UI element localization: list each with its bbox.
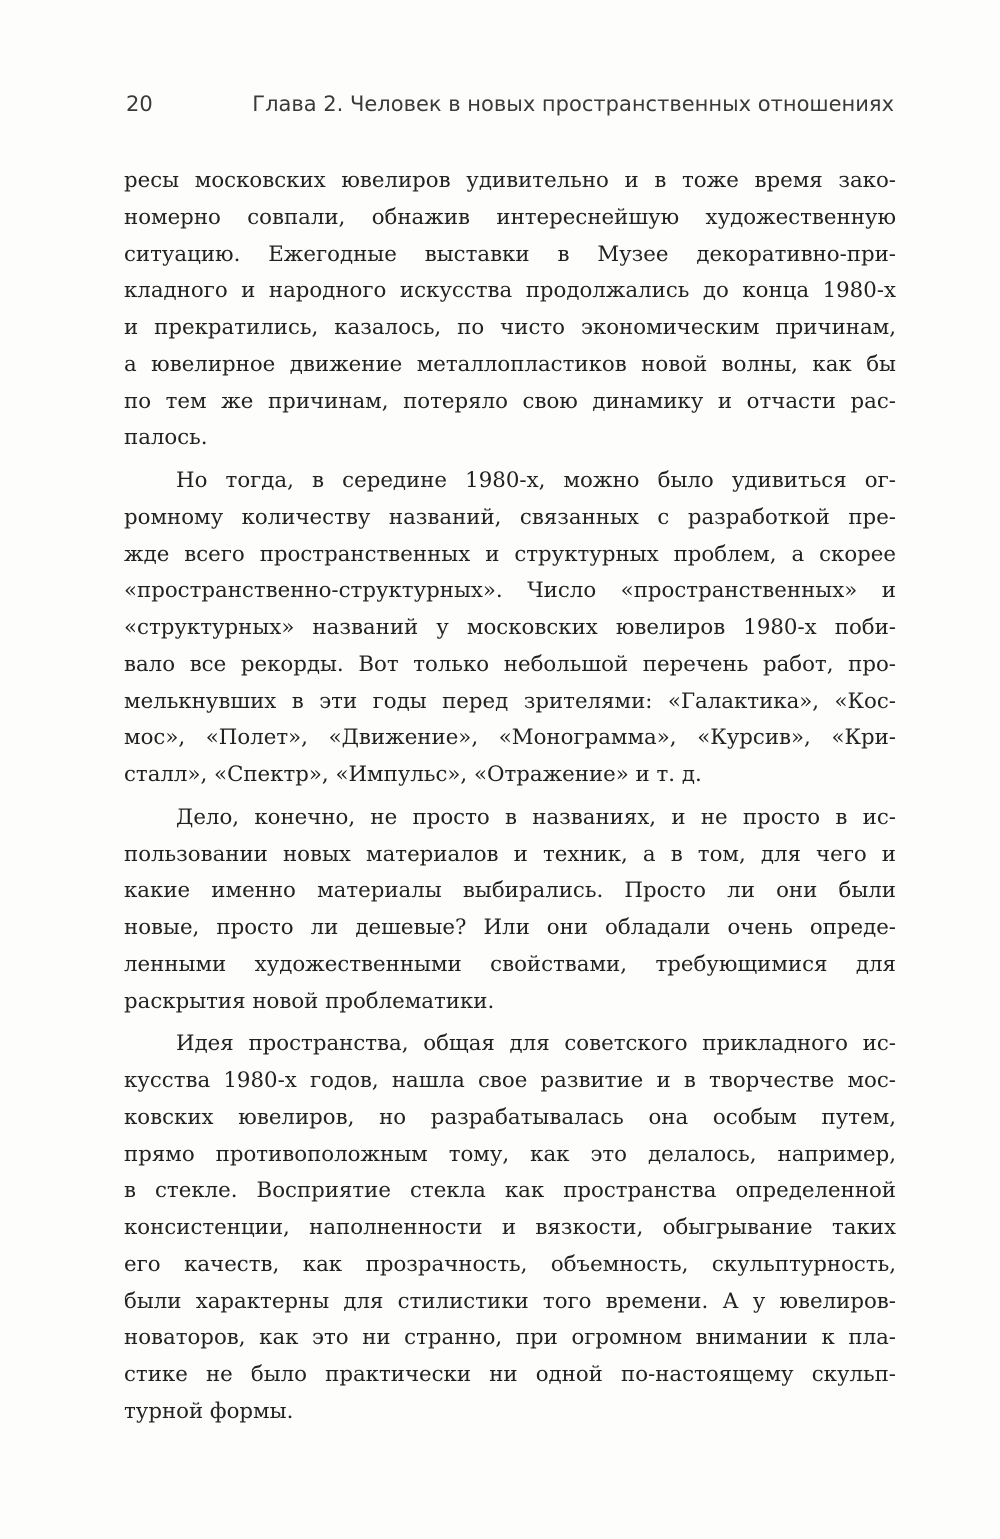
text-line: ситуацию. Ежегодные выставки в Музее декоративно-при-	[124, 241, 896, 267]
text-line: были характерны для стилистики того времени. А у ювелиров-	[124, 1288, 896, 1314]
text-line: новые, просто ли дешевые? Или они обладали очень опреде-	[124, 915, 896, 940]
text-line: ромному количеству названий, связанных с разработкой пре-	[124, 504, 896, 530]
text-line: номерно совпали, обнажив интереснейшую художественную	[124, 204, 896, 230]
text-line: раскрытия новой проблематики.	[124, 988, 495, 1014]
text-line: «структурных» названий у московских ювелиров 1980-х поби-	[124, 615, 896, 640]
text-line: Идея пространства, общая для советского прикладного ис-	[176, 1031, 896, 1057]
text-line: прямо противоположным тому, как это делалось, например,	[124, 1141, 896, 1167]
text-line: консистенции, наполненности и вязкости, обыгрывание таких	[124, 1215, 896, 1240]
text-line: вало все рекорды. Вот только небольшой перечень работ, про-	[124, 651, 896, 677]
paragraph-2	[124, 463, 896, 794]
body-text	[124, 163, 896, 1431]
text-line: мелькнувших в эти годы перед зрителями: «Галактика», «Кос-	[124, 688, 896, 714]
text-line: пользовании новых материалов и техник, а в том, для чего и	[124, 841, 896, 867]
text-line: и прекратились, казалось, по чисто экономическим причинам,	[124, 315, 896, 340]
text-line: Дело, конечно, не просто в названиях, и не просто в ис-	[176, 804, 896, 830]
text-line: сталл», «Спектр», «Импульс», «Отражение» и т. д.	[124, 762, 702, 787]
text-line: по тем же причинам, потеряло свою динамику и отчасти рас-	[124, 388, 896, 414]
page-header	[124, 92, 894, 126]
text-line: ковских ювелиров, но разрабатывалась она особым путем,	[124, 1104, 896, 1130]
text-line: палось.	[124, 425, 208, 451]
text-line: какие именно материалы выбирались. Просто ли они были	[124, 878, 896, 904]
paragraph-3	[124, 800, 896, 1021]
text-line: новаторов, как это ни странно, при огромном внимании к пла-	[124, 1325, 896, 1351]
text-line: «пространственно-структурных». Число «пространственных» и	[124, 578, 896, 604]
running-title: Глава 2. Человек в новых пространственных отношениях	[252, 92, 894, 116]
text-line: ленными художественными свойствами, требующимися для	[124, 951, 896, 977]
text-line: мос», «Полет», «Движение», «Монограмма», «Курсив», «Кри-	[124, 725, 896, 751]
text-line: в стекле. Восприятие стекла как пространства определенной	[124, 1178, 896, 1204]
text-line: а ювелирное движение металлопластиков новой волны, как бы	[124, 351, 896, 377]
paragraph-4	[124, 1026, 896, 1430]
text-line: кусства 1980-х годов, нашла свое развитие и в творчестве мос-	[124, 1068, 896, 1093]
text-line: стике не было практически ни одной по-настоящему скульп-	[124, 1362, 896, 1387]
text-line: жде всего пространственных и структурных проблем, а скорее	[124, 541, 896, 567]
paragraph-1	[124, 163, 896, 457]
page-number: 20	[126, 92, 153, 116]
text-line: турной формы.	[124, 1398, 294, 1424]
text-line: кладного и народного искусства продолжались до конца 1980-х	[124, 278, 896, 304]
text-line: его качеств, как прозрачность, объемность, скульптурность,	[124, 1251, 896, 1277]
text-line: Но тогда, в середине 1980-х, можно было удивиться ог-	[176, 468, 896, 493]
text-line: ресы московских ювелиров удивительно и в тоже время зако-	[124, 168, 896, 193]
